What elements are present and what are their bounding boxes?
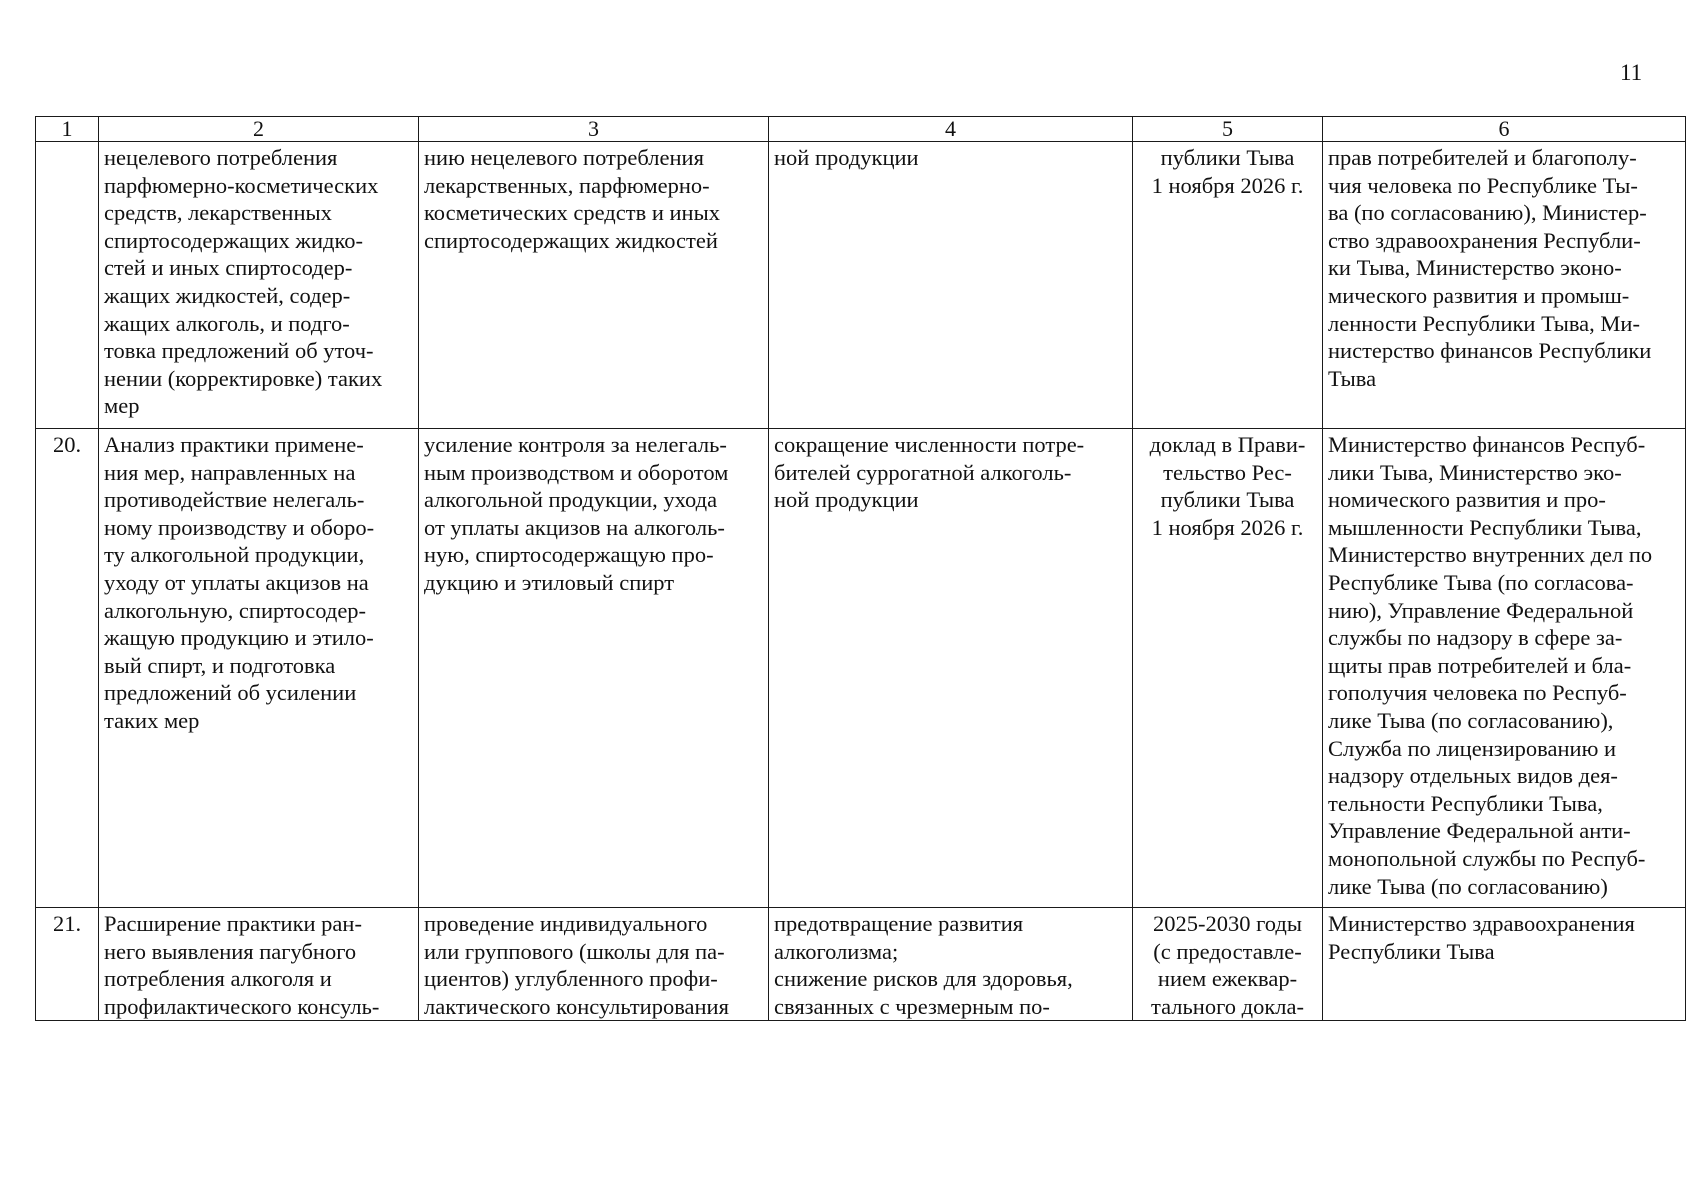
measure-cell: Расширение практики ран- него выявления пагубного потребления алкоголя и профилактического консуль- [99, 908, 419, 1021]
column-header-6: 6 [1323, 117, 1686, 142]
action-cell: нию нецелевого потребления лекарственных, парфюмерно- косметических средств и иных спиртосодержащих жидкостей [419, 142, 769, 429]
row-number: 20. [36, 429, 99, 908]
deadline-cell: публики Тыва 1 ноября 2026 г. [1133, 142, 1323, 429]
table-header-row [36, 117, 1686, 142]
action-cell: усиление контроля за нелегаль- ным производством и оборотом алкогольной продукции, ухода от уплаты акцизов на алкоголь- ную, спиртосодержащую про- дукцию и этиловый спирт [419, 429, 769, 908]
column-header-4: 4 [769, 117, 1133, 142]
column-header-2: 2 [99, 117, 419, 142]
column-header-1: 1 [36, 117, 99, 142]
measure-cell: Анализ практики примене- ния мер, направленных на противодействие нелегаль- ному производству и оборо- ту алкогольной продукции, уходу от уплаты акцизов на алкогольную, спиртосодер- жащую продукцию и этило- вый спирт, и подготовка предложений об усилении таких мер [99, 429, 419, 908]
table-row [36, 908, 1686, 1021]
page-number: 11 [1620, 60, 1643, 85]
responsible-cell: прав потребителей и благополу- чия человека по Республике Ты- ва (по согласованию), Министер- ство здравоохранения Республи- ки Тыва, Министерство эконо- мического развития и промыш- ленности Республики Тыва, Ми- нистерство финансов Республики Тыва [1323, 142, 1686, 429]
measure-cell: нецелевого потребления парфюмерно-косметических средств, лекарственных спиртосодержащих жидко- стей и иных спиртосодер- жащих жидкостей, содер- жащих алкоголь, и подго- товка предложений об уточ- нении (корректировке) таких мер [99, 142, 419, 429]
measures-table [35, 116, 1686, 1021]
deadline-cell: 2025-2030 годы (с предоставле- нием ежеквар- тального докла- [1133, 908, 1323, 1021]
table-row [36, 429, 1686, 908]
result-cell: ной продукции [769, 142, 1133, 429]
result-cell: предотвращение развития алкоголизма; снижение рисков для здоровья, связанных с чрезмерным по- [769, 908, 1133, 1021]
table-row [36, 142, 1686, 429]
row-number [36, 142, 99, 429]
result-cell: сокращение численности потре- бителей суррогатной алкоголь- ной продукции [769, 429, 1133, 908]
column-header-5: 5 [1133, 117, 1323, 142]
deadline-cell: доклад в Прави- тельство Рес- публики Тыва 1 ноября 2026 г. [1133, 429, 1323, 908]
column-header-3: 3 [419, 117, 769, 142]
responsible-cell: Министерство финансов Респуб- лики Тыва, Министерство эко- номического развития и про- мышленности Республики Тыва, Министерство внутренних дел по Республике Тыва (по согласова- нию), Управление Федеральной службы по надзору в сфере за- щиты прав потребителей и бла- гополучия человека по Респуб- лике Тыва (по согласованию), Служба по лицензированию и надзору отдельных видов дея- тельности Республики Тыва, Управление Федеральной анти- монопольной службы по Респуб- лике Тыва (по согласованию) [1323, 429, 1686, 908]
action-cell: проведение индивидуального или группового (школы для па- циентов) углубленного профи- лактического консультирования [419, 908, 769, 1021]
responsible-cell: Министерство здравоохранения Республики Тыва [1323, 908, 1686, 1021]
row-number: 21. [36, 908, 99, 1021]
